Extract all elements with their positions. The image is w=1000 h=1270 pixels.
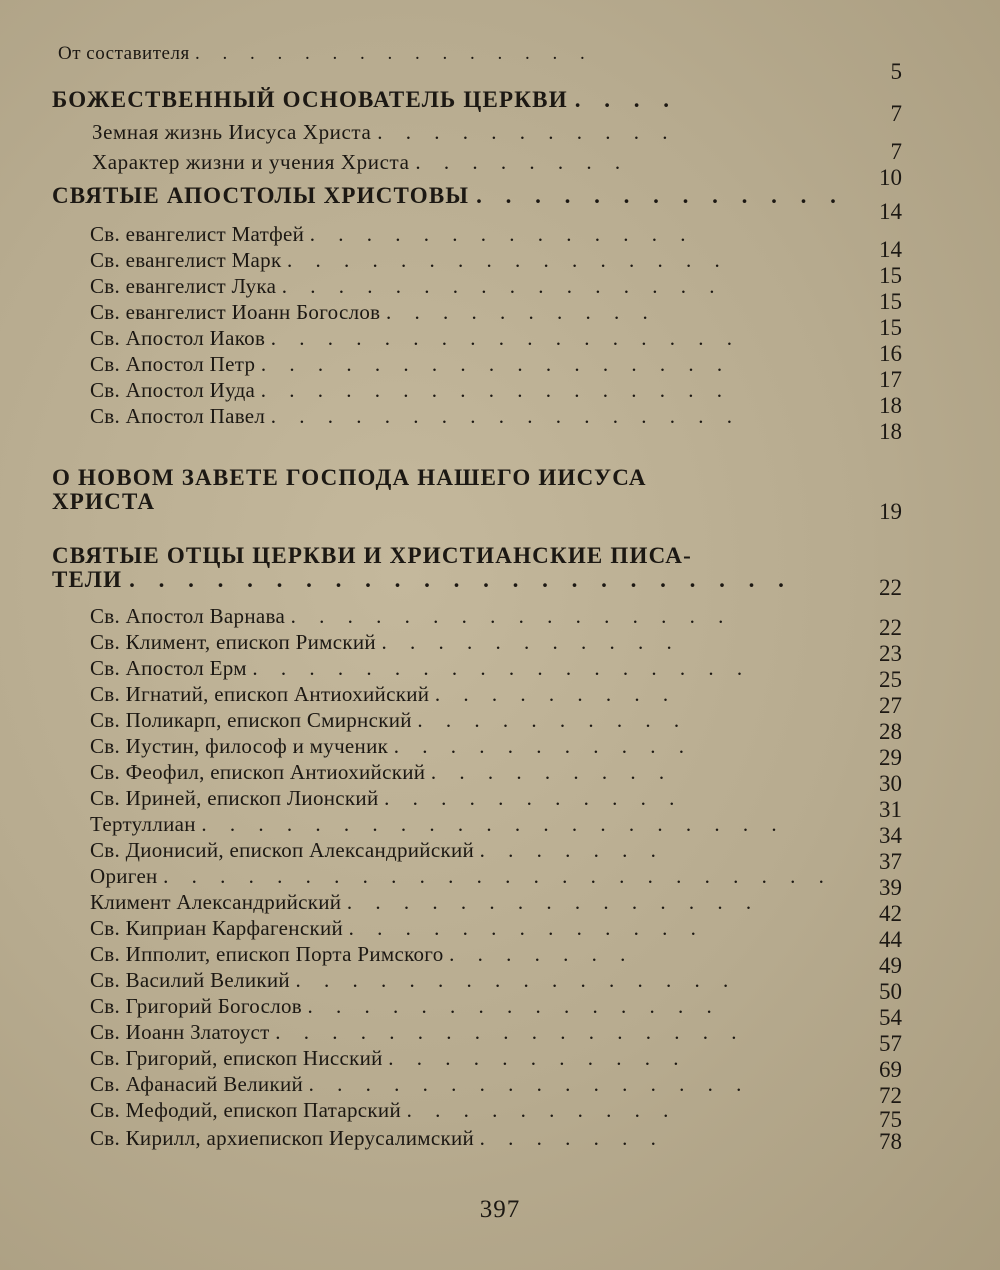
toc-page-number: 19 [879,499,902,524]
toc-entry-title [90,918,705,939]
toc-leader-dots: . . . . . . . . . . . . . . . . . [270,404,742,428]
toc-title-text: Св. Апостол Петр [90,352,256,376]
toc-title-text: Св. Апостол Павел [90,404,266,428]
toc-page-number: 18 [879,393,902,418]
toc-title-text: Св. Апостол Иаков [90,326,266,350]
toc-page-number: 15 [879,315,902,340]
toc-page-number: 27 [879,693,902,718]
toc-entry-title [90,250,729,271]
toc-page-number: 42 [879,901,902,926]
toc-leader-dots: . . . . . . . . . . . . . . . . . . . . . . . . [163,864,833,888]
toc-leader-dots: . . . . . . . . . . [385,300,657,324]
toc-entry-title [90,814,786,835]
toc-title-text: Св. Дионисий, епископ Александрийский [90,838,475,862]
toc-title-text: От составителя [58,43,190,64]
toc-title-text: Земная жизнь Иисуса Христа [92,120,372,144]
toc-title-text: Св. Иоанн Златоуст [90,1020,270,1044]
toc-leader-dots: . . . . . . . . . . . [377,120,677,144]
toc-title-text: Св. Мефодий, епископ Патарский [90,1098,401,1122]
toc-entry-title [90,944,634,965]
toc-page-number: 18 [879,419,902,444]
toc-entry-title [92,152,629,173]
toc-leader-dots: . . . . . . . . . . . . . . . . . . [252,656,752,680]
toc-page-number: 39 [879,875,902,900]
toc-entry-title [90,658,751,679]
toc-page-number: 69 [879,1057,902,1082]
toc-entry-title [90,632,681,653]
toc-leader-dots: . . . . . . . . . . . . . . . . . [260,352,732,376]
toc-entry-title [90,606,732,627]
toc-leader-dots: . . . . . . . . . . . . . . [309,222,695,246]
toc-entry-title [90,1100,677,1121]
toc-page-number: 31 [879,797,902,822]
toc-leader-dots: . . . . . . . . . . . . . [348,916,705,940]
toc-page-number: 15 [879,263,902,288]
toc-page-number: 7 [890,101,902,126]
toc-leader-dots: . . . . . . . . . [434,682,678,706]
toc-page-number: 30 [879,771,902,796]
toc-title-text: Св. Апостол Варнава [90,604,286,628]
toc-title-text: Св. Киприан Карфагенский [90,916,344,940]
toc-leader-dots: . . . . . . . . . . . . . . . . [281,274,724,298]
toc-entry-title [90,380,731,401]
toc-title-text: ХРИСТА [52,489,156,514]
toc-entry-title [90,224,694,245]
toc-page-number: 14 [879,237,902,262]
toc-leader-dots: . . . . . . . . . . . . . . . . . [260,378,731,402]
toc-page-number: 49 [879,953,902,978]
toc-entry-title [90,406,741,427]
toc-page-number: 29 [879,745,902,770]
toc-heading-title [52,544,692,567]
toc-leader-dots: . . . . . . . . . . . . . . . . [287,248,729,272]
toc-leader-dots: . . . . . . . . . . . . . [476,183,845,208]
toc-page-number: 23 [879,641,902,666]
toc-page-number: 75 [879,1107,902,1132]
toc-page-number: 78 [879,1129,902,1154]
toc-title-text: Св. Феофил, епископ Антиохийский [90,760,426,784]
toc-heading-title [52,490,155,513]
toc-leader-dots: . . . . . . . . . . . . . . . . [295,968,738,992]
toc-entry-title [90,866,833,887]
toc-title-text: Св. Апостол Иуда [90,378,256,402]
toc-entry-title [90,684,677,705]
toc-title-text: Тертуллиан [90,812,196,836]
toc-page-number: 28 [879,719,902,744]
toc-title-text: БОЖЕСТВЕННЫЙ ОСНОВАТЕЛЬ ЦЕРКВИ [52,87,568,112]
toc-leader-dots: . . . . . . . [479,1126,665,1150]
toc-page-number: 50 [879,979,902,1004]
toc-leader-dots: . . . . . . . . . . . [381,630,681,654]
toc-heading-title [52,466,647,489]
toc-page-number: 44 [879,927,902,952]
toc-leader-dots: . . . . . . . . . . . . . . . . [290,604,733,628]
toc-title-text: Св. Кирилл, архиепископ Иерусалимский [90,1126,475,1150]
toc-page-number: 14 [879,199,902,224]
toc-page-number: 7 [890,139,902,164]
toc-heading-title [52,184,845,207]
toc-entry-title [90,1022,745,1043]
toc-title-text: Св. Григорий Богослов [90,994,302,1018]
toc-entry-title [90,840,665,861]
toc-page-number: 16 [879,341,902,366]
toc-leader-dots: . . . . [574,87,678,112]
toc-leader-dots: . . . . . . . . . . . . . . . [194,43,594,64]
toc-heading-title [52,88,678,111]
toc-entry-title [58,44,594,63]
toc-leader-dots: . . . . . . . . . . . . . . . . . . . . . . . [129,567,793,592]
toc-title-text: ТЕЛИ [52,567,123,592]
toc-entry-title [90,328,741,349]
toc-page-number: 57 [879,1031,902,1056]
toc-entry-title [90,1074,750,1095]
toc-title-text: Ориген [90,864,158,888]
toc-page-number: 54 [879,1005,902,1030]
toc-leader-dots: . . . . . . . . . . . . . . . [346,890,761,914]
toc-title-text: Св. Афанасий Великий [90,1072,304,1096]
toc-leader-dots: . . . . . . . . . . . [393,734,693,758]
toc-entry-title [90,788,683,809]
toc-title-text: Климент Александрийский [90,890,342,914]
toc-page-number: 34 [879,823,902,848]
toc-leader-dots: . . . . . . . [479,838,665,862]
toc-title-text: Св. Василий Великий [90,968,290,992]
toc-title-text: СВЯТЫЕ АПОСТОЛЫ ХРИСТОВЫ [52,183,470,208]
toc-entry-title [90,276,724,297]
toc-page-number: 10 [879,165,902,190]
toc-leader-dots: . . . . . . . . . . [417,708,689,732]
toc-entry-title [90,1048,688,1069]
toc-page-number: 15 [879,289,902,314]
toc-title-text: Св. евангелист Иоанн Богослов [90,300,381,324]
toc-page-number: 72 [879,1083,902,1108]
toc-entry-title [92,122,677,143]
toc-title-text: Характер жизни и учения Христа [92,150,410,174]
toc-leader-dots: . . . . . . . . [415,150,630,174]
toc-entry-title [90,710,688,731]
toc-page-number: 22 [879,575,902,600]
toc-title-text: Св. Игнатий, епископ Антиохийский [90,682,430,706]
toc-title-text: Св. Ипполит, епископ Порта Римского [90,942,444,966]
toc-entry-title [90,892,760,913]
toc-entry-title [90,736,693,757]
toc-leader-dots: . . . . . . . . . . . [388,1046,688,1070]
toc-leader-dots: . . . . . . . . . . . . . . . . . [275,1020,746,1044]
toc-leader-dots: . . . . . . . . . . . . . . . . . [270,326,741,350]
toc-page-number: 17 [879,367,902,392]
toc-page-number: 5 [890,59,902,84]
toc-title-text: Св. Григорий, епископ Нисский [90,1046,383,1070]
toc-leader-dots: . . . . . . . . . . . [384,786,684,810]
toc-entry-title [90,762,673,783]
toc-leader-dots: . . . . . . . . . [430,760,674,784]
toc-leader-dots: . . . . . . . . . . . . . . . [307,994,721,1018]
toc-leader-dots: . . . . . . . . . . [406,1098,678,1122]
toc-title-text: Св. Поликарп, епископ Смирнский [90,708,412,732]
toc-title-text: Св. Апостол Ерм [90,656,247,680]
toc-page-number: 25 [879,667,902,692]
toc-entry-title [90,302,657,323]
toc-leader-dots: . . . . . . . . . . . . . . . . [308,1072,751,1096]
toc-title-text: Св. евангелист Марк [90,248,282,272]
toc-entry-title [90,354,731,375]
toc-leader-dots: . . . . . . . . . . . . . . . . . . . . . [201,812,786,836]
toc-entry-title [90,1128,665,1149]
toc-leader-dots: . . . . . . . [449,942,635,966]
toc-title-text: Св. Иустин, философ и мученик [90,734,389,758]
toc-heading-title [52,568,793,591]
toc-title-text: Св. Ириней, епископ Лионский [90,786,379,810]
toc-entry-title [90,996,721,1017]
toc-page-number: 37 [879,849,902,874]
toc-title-text: Св. евангелист Лука [90,274,277,298]
toc-entry-title [90,970,737,991]
toc-title-text: Св. евангелист Матфей [90,222,305,246]
toc-page-number: 22 [879,615,902,640]
toc-title-text: О НОВОМ ЗАВЕТЕ ГОСПОДА НАШЕГО ИИСУСА [52,465,647,490]
toc-title-text: СВЯТЫЕ ОТЦЫ ЦЕРКВИ И ХРИСТИАНСКИЕ ПИСА- [52,543,692,568]
toc-title-text: Св. Климент, епископ Римский [90,630,376,654]
page-number-footer: 397 [479,1196,521,1223]
